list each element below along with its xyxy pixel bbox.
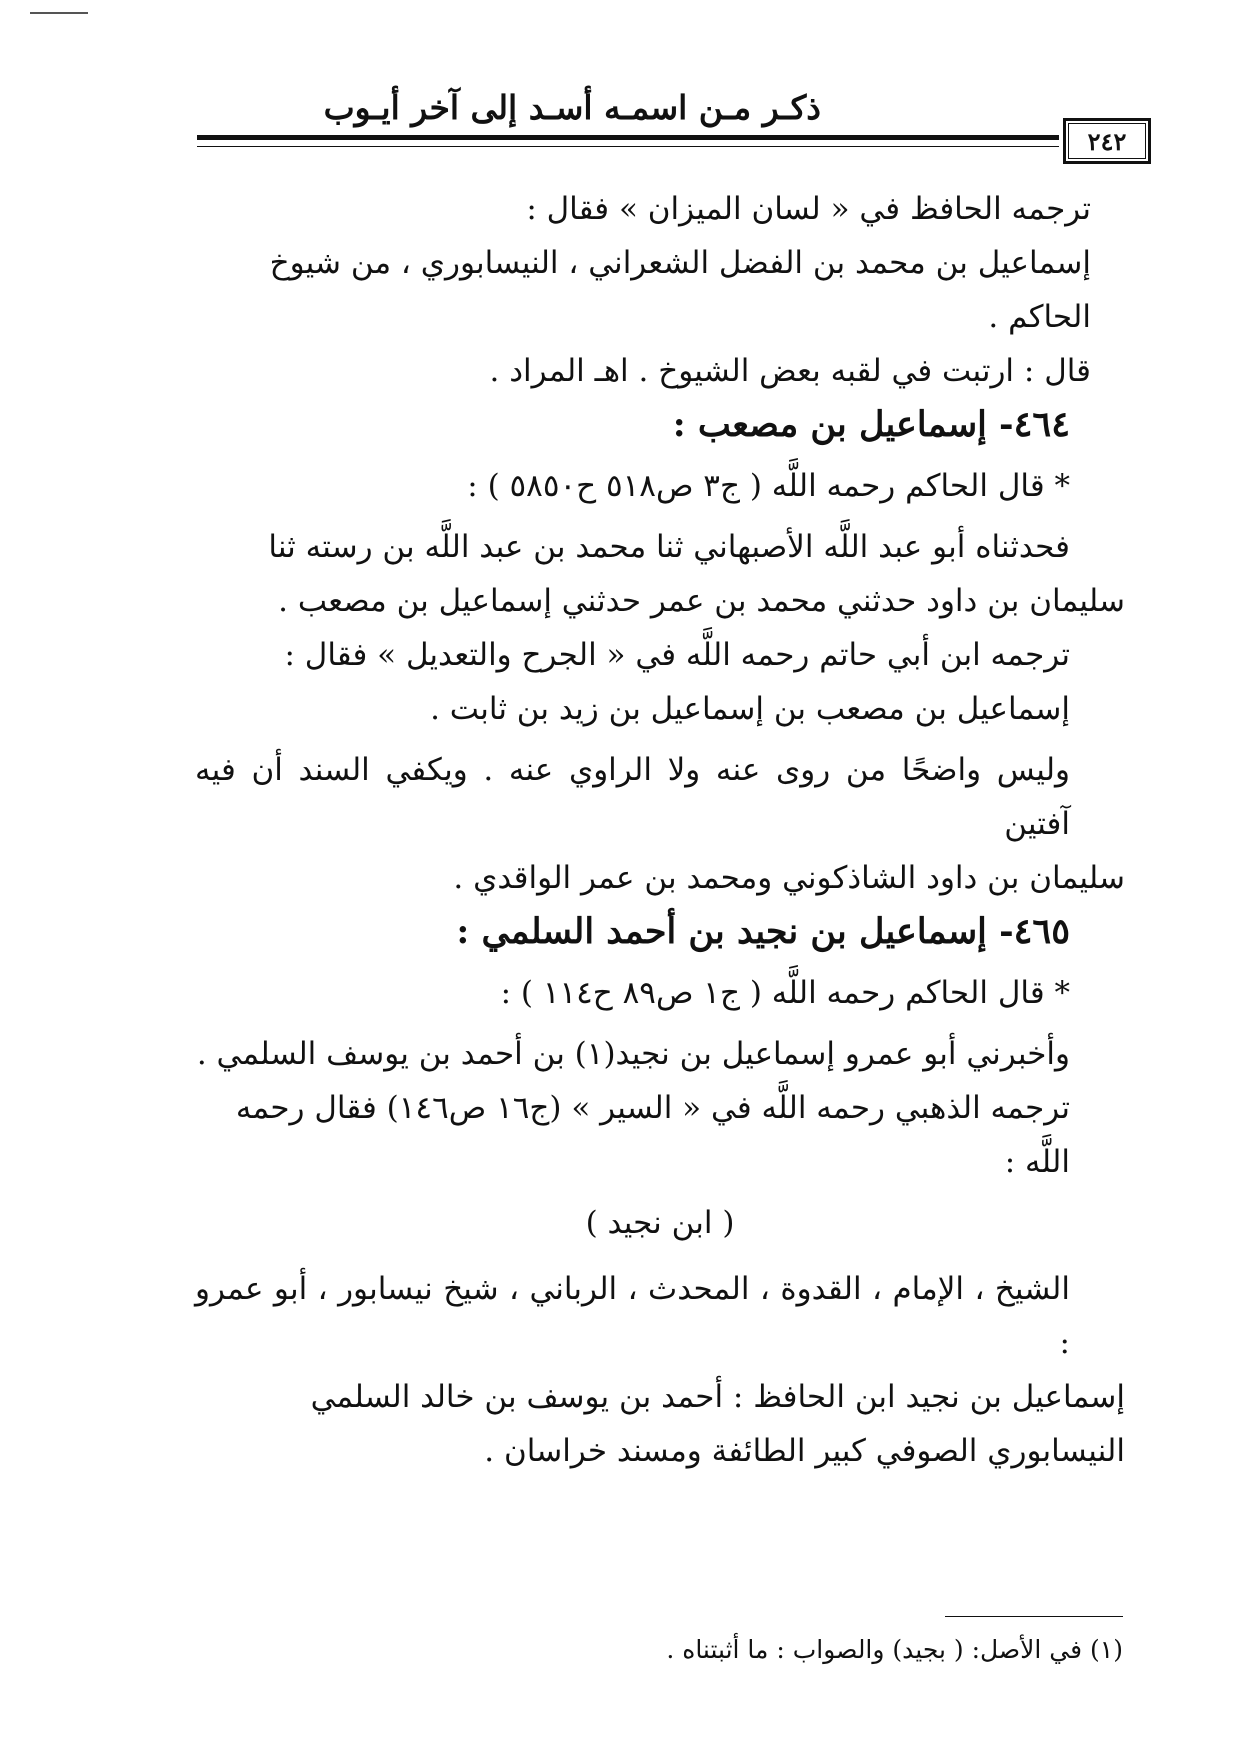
entry-heading-465: ٤٦٥- إسماعيل بن نجيد بن أحمد السلمي : [456, 911, 1070, 952]
text-line: الشيخ ، الإمام ، القدوة ، المحدث ، الرباني ، شيخ نيسابور ، أبو عمرو : [195, 1271, 1070, 1361]
footnote: (١) في الأصل: ( بجيد) والصواب : ما أثبتناه . [666, 1635, 1123, 1664]
text-line: فحدثناه أبو عبد اللَّه الأصبهاني ثنا محمد بن عبد اللَّه بن رسته ثنا [268, 529, 1070, 565]
text-line: سليمان بن داود حدثني محمد بن عمر حدثني إسماعيل بن مصعب . [278, 583, 1125, 619]
text-line: وليس واضحًا من روى عنه ولا الراوي عنه . ويكفي السند أن فيه آفتين [195, 752, 1070, 842]
text-line: قال : ارتبت في لقبه بعض الشيوخ . اهـ المراد . [489, 353, 1091, 389]
text-line: إسماعيل بن محمد بن الفضل الشعراني ، النيسابوري ، من شيوخ الحاكم . [269, 245, 1091, 335]
page-header [197, 88, 1159, 170]
text-line: وأخبرني أبو عمرو إسماعيل بن نجيد(١) بن أحمد بن يوسف السلمي . [196, 1036, 1070, 1072]
footnote-separator [945, 1616, 1123, 1617]
header-rule-thin [197, 146, 1059, 147]
main-text [195, 182, 1125, 1478]
header-rule-thick [197, 135, 1059, 140]
text-line: النيسابوري الصوفي كبير الطائفة ومسند خراسان . [484, 1433, 1125, 1469]
entry-heading-464: ٤٦٤- إسماعيل بن مصعب : [672, 404, 1070, 445]
text-line: سليمان بن داود الشاذكوني ومحمد بن عمر الواقدي . [453, 860, 1125, 896]
text-line: ترجمه الحافظ في « لسان الميزان » فقال : [526, 191, 1091, 227]
text-line: ترجمه ابن أبي حاتم رحمه اللَّه في « الجرح والتعديل » فقال : [284, 637, 1070, 673]
page-number: ٢٤٢ [1063, 118, 1151, 164]
text-line: * قال الحاكم رحمه اللَّه ( ج١ ص٨٩ ح١١٤ ) : [500, 975, 1070, 1011]
text-line: * قال الحاكم رحمه اللَّه ( ج٣ ص٥١٨ ح٥٨٥٠ ) : [467, 468, 1070, 504]
text-line: ترجمه الذهبي رحمه اللَّه في « السير » (ج١٦ ص١٤٦) فقال رحمه اللَّه : [235, 1090, 1070, 1180]
scan-edge-mark [30, 12, 88, 14]
subheading: ( ابن نجيد ) [585, 1205, 735, 1241]
text-line: إسماعيل بن نجيد ابن الحافظ : أحمد بن يوسف بن خالد السلمي [310, 1379, 1125, 1415]
text-line: إسماعيل بن مصعب بن إسماعيل بن زيد بن ثابت . [430, 691, 1070, 727]
running-title: ذكـر مـن اسمـه أسـد إلى آخر أيـوب [323, 88, 821, 127]
